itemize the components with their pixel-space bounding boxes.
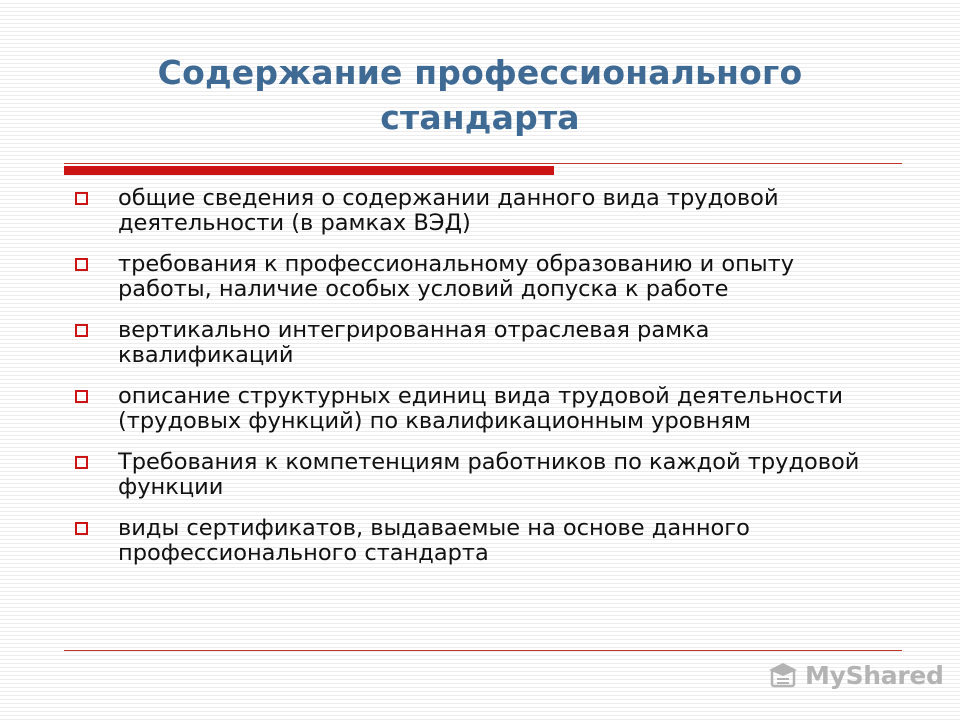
square-bullet-icon (75, 522, 88, 535)
top-thin-divider (64, 163, 902, 164)
watermark-text: MyShared (805, 660, 944, 690)
list-item-text: виды сертификатов, выдаваемые на основе данного профессионального стандарта (118, 515, 750, 566)
square-bullet-icon (75, 390, 88, 403)
slide-title-line-2: стандарта (380, 98, 580, 137)
red-accent-bar (64, 166, 554, 175)
list-item-text: вертикально интегрированная отраслевая рамка квалификаций (118, 317, 710, 368)
list-item (72, 450, 872, 500)
square-bullet-icon (75, 258, 88, 271)
list-item-text: Требования к компетенциям работников по каждой трудовой функции (118, 449, 860, 500)
square-bullet-icon (75, 456, 88, 469)
square-bullet-icon (75, 324, 88, 337)
watermark-logo (767, 658, 944, 692)
list-item (72, 186, 872, 236)
square-bullet-icon (75, 192, 88, 205)
list-item-text: общие сведения о содержании данного вида трудовой деятельности (в рамках ВЭД) (118, 185, 779, 236)
list-item (72, 318, 872, 368)
slide-title-line-1: Содержание профессионального (157, 53, 803, 92)
list-item (72, 516, 872, 566)
list-item-text: требования к профессиональному образованию и опыту работы, наличие особых условий допуска к работе (118, 251, 795, 302)
bottom-thin-divider (64, 650, 902, 651)
list-item (72, 252, 872, 302)
list-item-text: описание структурных единиц вида трудовой деятельности (трудовых функций) по квалификационным уровням (118, 383, 844, 434)
list-item (72, 384, 872, 434)
slide-title (0, 50, 960, 140)
bullet-list (72, 186, 872, 582)
mortarboard-icon (767, 659, 799, 691)
